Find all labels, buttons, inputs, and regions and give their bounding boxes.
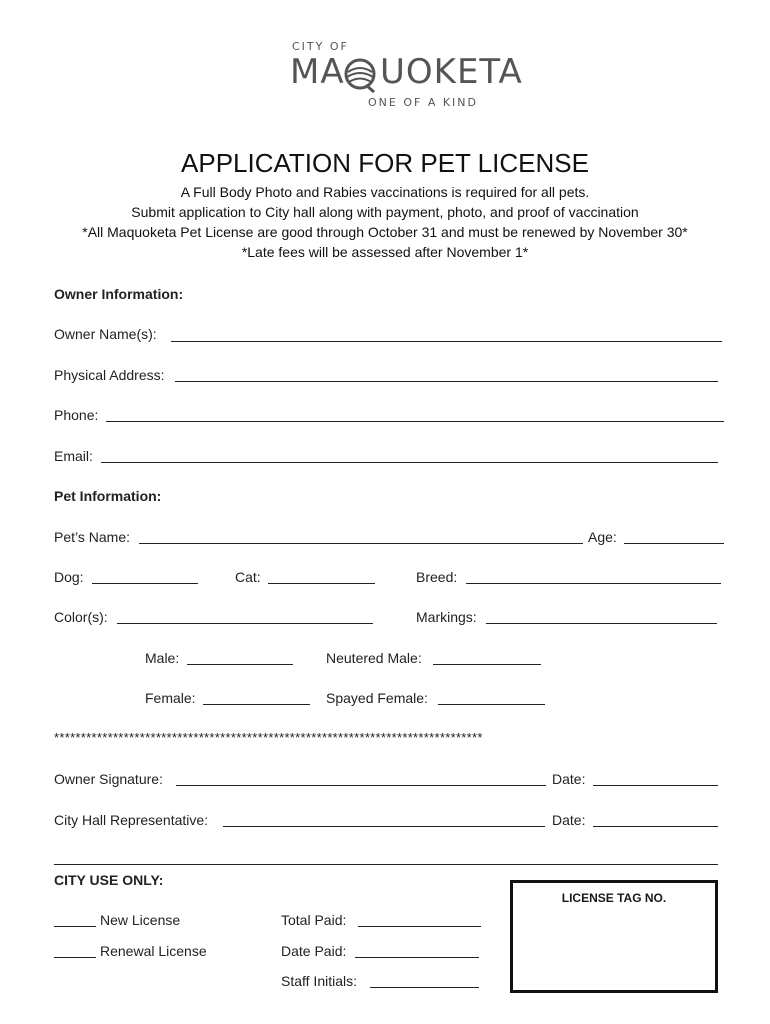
neutered-male-field[interactable] [433, 664, 541, 665]
date2-label: Date: [552, 812, 586, 828]
new-license-label: New License [100, 912, 181, 928]
spayed-female-label: Spayed Female: [326, 690, 428, 706]
subtitle-line-1: A Full Body Photo and Rabies vaccinations is required for all pets. [180, 184, 590, 200]
owner-name-field[interactable] [171, 341, 722, 342]
markings-label: Markings: [416, 609, 477, 625]
city-logo [288, 40, 523, 115]
date1-label: Date: [552, 771, 586, 787]
city-rep-field[interactable] [223, 826, 545, 827]
spayed-female-field[interactable] [438, 704, 545, 705]
pet-name-field[interactable] [139, 543, 583, 544]
section-divider [54, 864, 718, 865]
male-label: Male: [145, 650, 180, 666]
date-paid-field[interactable] [355, 957, 479, 958]
owner-section-heading: Owner Information: [54, 286, 184, 302]
markings-field[interactable] [486, 623, 717, 624]
age-label: Age: [588, 529, 617, 545]
license-tag-label: LICENSE TAG NO. [561, 891, 667, 905]
owner-name-label: Owner Name(s): [54, 326, 157, 342]
age-field[interactable] [624, 543, 724, 544]
neutered-male-label: Neutered Male: [326, 650, 422, 666]
subtitle-line-2: Submit application to City hall along with payment, photo, and proof of vaccination [131, 204, 639, 220]
address-label: Physical Address: [54, 367, 165, 383]
pet-name-label: Pet’s Name: [54, 529, 130, 545]
star-separator: ******************************************************************************** [54, 730, 483, 745]
subtitle-line-3: *All Maquoketa Pet License are good through October 31 and must be renewed by November 30* [82, 224, 688, 240]
breed-label: Breed: [416, 569, 458, 585]
dog-label: Dog: [54, 569, 84, 585]
logo-tagline: ONE OF A KIND [368, 96, 478, 109]
page-title: APPLICATION FOR PET LICENSE [181, 148, 589, 178]
subtitle-line-4: *Late fees will be assessed after November 1* [241, 244, 529, 260]
logo-emblem-icon [340, 58, 380, 94]
pet-section-heading: Pet Information: [54, 488, 162, 504]
logo-top-text: CITY OF [292, 40, 349, 53]
phone-label: Phone: [54, 407, 99, 423]
owner-signature-field[interactable] [176, 785, 546, 786]
date2-field[interactable] [593, 826, 718, 827]
staff-initials-field[interactable] [370, 987, 479, 988]
new-license-field[interactable] [54, 926, 96, 927]
male-field[interactable] [187, 664, 293, 665]
logo-name-right: UOKETA [380, 52, 523, 92]
date-paid-label: Date Paid: [281, 943, 347, 959]
email-label: Email: [54, 448, 93, 464]
cat-label: Cat: [235, 569, 261, 585]
colors-field[interactable] [117, 623, 373, 624]
cat-field[interactable] [268, 583, 375, 584]
address-field[interactable] [175, 381, 718, 382]
female-field[interactable] [203, 704, 310, 705]
renewal-license-label: Renewal License [100, 943, 207, 959]
date1-field[interactable] [593, 785, 718, 786]
breed-field[interactable] [466, 583, 721, 584]
colors-label: Color(s): [54, 609, 108, 625]
logo-name-left: MA [290, 52, 345, 92]
email-field[interactable] [101, 462, 718, 463]
female-label: Female: [145, 690, 196, 706]
license-tag-box[interactable] [510, 880, 718, 993]
staff-initials-label: Staff Initials: [281, 973, 358, 989]
city-use-heading: CITY USE ONLY: [54, 872, 164, 888]
phone-field[interactable] [106, 421, 724, 422]
total-paid-label: Total Paid: [281, 912, 347, 928]
owner-signature-label: Owner Signature: [54, 771, 163, 787]
renewal-license-field[interactable] [54, 957, 96, 958]
total-paid-field[interactable] [358, 926, 481, 927]
dog-field[interactable] [92, 583, 198, 584]
city-rep-label: City Hall Representative: [54, 812, 209, 828]
